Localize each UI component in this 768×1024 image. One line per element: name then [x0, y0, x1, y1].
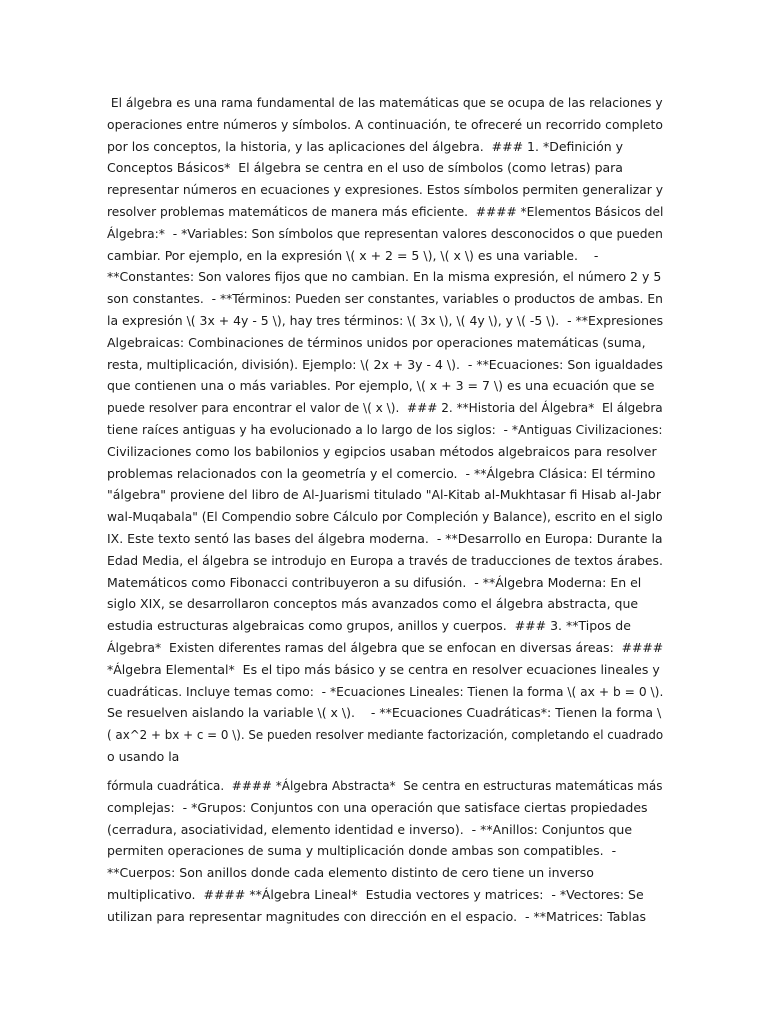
text-line: Edad Media, el álgebra se introdujo en Europa a través de traducciones de textos árabes.	[107, 552, 663, 568]
text-line: wal-Muqabala" (El Compendio sobre Cálculo por Compleción y Balance), escrito en el siglo	[107, 509, 663, 525]
text-line: multiplicativo. #### **Álgebra Lineal* Estudia vectores y matrices: - *Vectores: Se	[107, 886, 644, 902]
text-line: Conceptos Básicos* El álgebra se centra en el uso de símbolos (como letras) para	[107, 160, 623, 176]
text-line: Álgebra* Existen diferentes ramas del álgebra que se enfocan en diversas áreas: ####	[107, 639, 664, 655]
text-line: cuadráticas. Incluye temas como: - *Ecuaciones Lineales: Tienen la forma \( ax + b = 0 \).	[107, 683, 664, 699]
text-line: Se resuelven aislando la variable \( x \). - **Ecuaciones Cuadráticas*: Tienen la forma \	[107, 705, 662, 721]
text-line: "álgebra" proviene del libro de Al-Juarismi titulado "Al-Kitab al-Mukhtasar fi Hisab al-Jabr	[107, 487, 662, 503]
text-line: Civilizaciones como los babilonios y egipcios usaban métodos algebraicos para resolver	[107, 443, 657, 459]
text-line: IX. Este texto sentó las bases del álgebra moderna. - **Desarrollo en Europa: Durante la	[107, 530, 663, 546]
text-line: representar números en ecuaciones y expresiones. Estos símbolos permiten generalizar y	[107, 182, 664, 198]
text-line: puede resolver para encontrar el valor de \( x \). ### 2. **Historia del Álgebra* El álgebra	[107, 400, 663, 416]
text-line: complejas: - *Grupos: Conjuntos con una operación que satisface ciertas propiedades	[107, 799, 648, 815]
text-line: **Cuerpos: Son anillos donde cada elemento distinto de cero tiene un inverso	[107, 865, 594, 881]
text-line: problemas relacionados con la geometría y el comercio. - **Álgebra Clásica: El término	[107, 465, 656, 481]
text-line: Álgebra:* - *Variables: Son símbolos que representan valores desconocidos o que pueden	[107, 225, 663, 241]
text-line: operaciones entre números y símbolos. A continuación, te ofreceré un recorrido completo	[107, 116, 663, 132]
text-line: utilizan para representar magnitudes con dirección en el espacio. - **Matrices: Tablas	[107, 908, 647, 924]
text-line: resta, multiplicación, división). Ejemplo: \( 2x + 3y - 4 \). - **Ecuaciones: Son igualdades	[107, 356, 663, 372]
text-line: fórmula cuadrática. #### *Álgebra Abstracta* Se centra en estructuras matemáticas más	[107, 778, 663, 793]
text-line: tiene raíces antiguas y ha evolucionado a lo largo de los siglos: - *Antiguas Civilizaciones:	[107, 421, 663, 437]
text-line: Algebraicas: Combinaciones de términos unidos por operaciones matemáticas (suma,	[107, 334, 646, 350]
text-line: que contienen una o más variables. Por ejemplo, \( x + 3 = 7 \) es una ecuación que se	[107, 378, 655, 394]
text-line: la expresión \( 3x + 4y - 5 \), hay tres términos: \( 3x \), \( 4y \), y \( -5 \). - **Expresiones	[107, 312, 664, 328]
text-line: *Álgebra Elemental* Es el tipo más básico y se centra en resolver ecuaciones lineales y	[107, 661, 660, 677]
text-line: **Constantes: Son valores fijos que no cambian. En la misma expresión, el número 2 y 5	[107, 269, 662, 285]
text-line: estudia estructuras algebraicas como grupos, anillos y cuerpos. ### 3. **Tipos de	[107, 618, 631, 634]
body-text-paragraph-2	[107, 775, 663, 928]
text-line: cambiar. Por ejemplo, en la expresión \( x + 2 = 5 \), \( x \) es una variable. -	[107, 247, 599, 263]
text-line: Matemáticos como Fibonacci contribuyeron a su difusión. - **Álgebra Moderna: En el	[107, 574, 642, 590]
text-line: siglo XIX, se desarrollaron conceptos más avanzados como el álgebra abstracta, que	[107, 596, 639, 612]
text-line: El álgebra es una rama fundamental de las matemáticas que se ocupa de las relaciones y	[107, 95, 663, 110]
text-line: permiten operaciones de suma y multiplicación donde ambas son compatibles. -	[107, 843, 617, 859]
text-line: resolver problemas matemáticos de manera más eficiente. #### *Elementos Básicos del	[107, 203, 664, 219]
text-line: o usando la	[107, 748, 180, 764]
body-text-paragraph-1	[107, 92, 663, 768]
text-line: por los conceptos, la historia, y las aplicaciones del álgebra. ### 1. *Definición y	[107, 138, 624, 154]
text-line: ( ax^2 + bx + c = 0 \). Se pueden resolver mediante factorización, completando el cuadrado	[107, 727, 664, 743]
text-line: (cerradura, asociatividad, elemento identidad e inverso). - **Anillos: Conjuntos que	[107, 821, 633, 837]
text-line: son constantes. - **Términos: Pueden ser constantes, variables o productos de ambas. En	[107, 291, 663, 307]
